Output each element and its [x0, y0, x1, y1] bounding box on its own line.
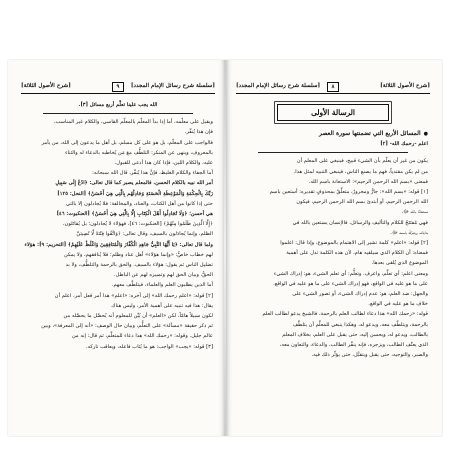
left-line: يقال: هذا فيه تنبيه على أهمية الأمر، وليس هناك: [111, 302, 213, 309]
right-line: على ما هو عليه في الواقع، فهو إدراك الشيء على ما هو عليه في الواقع.: [273, 280, 428, 287]
section-heading: [238, 129, 428, 139]
left-line: تضليل الناس ثم يقول: هؤلاء بالسيف. والحق بالرحمة والتلطُّف، ولا بد: [65, 262, 213, 269]
left-header-book-title: [شرح الأصول الثلاثة]: [20, 83, 71, 89]
right-line: [١] قوله: «بسم الله»: جارٌّ ومجرورٌ، متعلِّقٌ بمحذوفٍ تقديره: أستعين باسم: [269, 189, 428, 196]
left-line: الله يجب علينا تعلُّم أربع مسائل [٣].: [78, 102, 158, 108]
left-page-header: [21, 80, 215, 94]
right-line: بالطالب، ويدعو له، ويحسن إليه، حتى يقبل على العلم، بخلاف المعلم: [282, 331, 428, 338]
right-line: والجهل: ضد العلم، هو: عدم إدراك الشيء، أو تصور الشيء على: [292, 291, 428, 298]
left-line: الحقُّ، وبيان الحق لهم وتمييزه لهم عن الباطل.: [114, 272, 213, 279]
right-page-header: [236, 80, 430, 94]
left-page: [11, 60, 225, 436]
left-line: عالم جليل. وقوله: «رحمك الله» هذا دعاء للمتعلِّم، ثم قال: إنه من: [71, 333, 213, 340]
footnote-separator: [43, 113, 193, 114]
right-page-body: [238, 100, 428, 422]
right-line: الموضوع الذي يُلقى بعدها.: [371, 260, 428, 267]
left-line: هي أحسن؛ ﴿وَلَا تُجَادِلُوا أَهْلَ الْكِتَابِ إِلَّا بِالَّتِي هِيَ أَحْسَنُ﴾ [العنكبوت: ٤٦]: [56, 211, 213, 218]
section-heading-text: المسائل الأربع التي تضمنتها سورة العصر: [319, 130, 421, 137]
opening-line: اعلم -رحمك الله- [٢]: [380, 141, 428, 148]
left-page-body: [23, 100, 213, 422]
left-line: لهم خطاب خاصٌّ: «وإنما هؤلاء» أهل عناد وظلم؛ فلا يُنافقهم، ولا يمكن: [63, 251, 213, 258]
left-line: فإن هذا يُنفِّر.: [184, 129, 213, 136]
left-header-page-number: ٩: [112, 82, 123, 92]
right-line: مستعانًا بالله ﷻ.: [401, 209, 428, 216]
left-line: الظلم، وإنما يُجادَلون بالسيف، وقال تعالى: ﴿وَاتَّقُوا فِتْنَةً لَّا تُصِيبَنَّ: [76, 231, 213, 238]
right-line: من لم يكن مقتدياً، فهم ما يصنع الناس، فينبغي التنبيه لمثل هذا.: [293, 168, 428, 175]
right-line: الله الرحمن الرحيم، أو أبتدئ بسم الله الرحمن الرحيم، فيكون: [296, 199, 428, 206]
left-line: ولما قال تعالى: ﴿يَا أَيُّهَا النَّبِيُّ جَاهِدِ الْكُفَّارَ وَالْمُنَافِقِينَ وَاغْلُظْ عَلَيْهِمْ﴾ [التحريم: ٩]: هؤلاء: [24, 241, 213, 248]
left-line: عليه، والكلام اللين، فإذا كان هذا أدعى للقبول.: [114, 160, 213, 167]
left-line: [٣] قوله: «يجب» الواجب: هو ما يُثاب فاعله، ويعاقب تاركه.: [86, 343, 213, 350]
right-line: فمعناه: أن الكلام الذي سيلقيه هام، لأن هذه الكلمة تدل على أهمية: [286, 250, 428, 257]
left-line: رَبِّكَ بِالْحِكْمَةِ وَالْمَوْعِظَةِ الْحَسَنَةِ وَجَادِلْهُم بِالَّتِي هِيَ أَحْسَنُ﴾ [النحل: ١٢٥]: [57, 190, 213, 197]
right-page: [226, 60, 440, 436]
left-line: ﴿إِلَّا الَّذِينَ ظَلَمُوا مِنْهُمْ﴾ [العنكبوت: ٤٦]، فهؤلاء لا يُجادلون؛ بل يُقاتَلون،: [62, 221, 213, 228]
right-header-series: [سلسلة شرح رسائل الإمام المجدد]: [235, 83, 321, 89]
right-line: الذي يعنِّف الطالب، ويزجره، فإنه ينفِّر الطالب، والدعاء، والتعاون معه،: [279, 342, 428, 349]
chapter-title: الرسالة الأولى: [277, 104, 389, 121]
right-header-page-number: ٨: [327, 82, 338, 92]
right-line: [٢] قوله: «اعلم» كلمة تشير إلى الاهتمام بالموضوع، وإذا قال: اعلموا: [280, 240, 428, 247]
left-line: بالمعروف، وينهى عن المنكر: التلطُّف معَ مَن يُخاطبه بالدعاء له والثناء: [65, 149, 213, 156]
left-line: ثم ذكر حقيقة «مسألة» على التعلُّم، وبيان حال الوصف: «أنه إلى المعرفة»، وبين: [41, 323, 213, 330]
right-line: فمعنى «بسم الله الرحمن الرحيم»: الاستعانة باسم الله.: [308, 178, 428, 185]
left-line: أمر الله نبيه بالكلام الحسن، فالمعلم يصبر كما قال تعالى: ﴿ادْعُ إِلَى سَبِيلِ: [55, 180, 213, 187]
left-line: ويقبل على معلّمه، أما إذا بدأ المعلّم بالمعلّم القاسي، والكلام غير المناسب،: [53, 119, 213, 126]
right-header-book-title: [شرح الأصول الثلاثة]: [380, 83, 430, 89]
footnote-separator: [258, 152, 408, 153]
right-line: بالرحمة، ويتلطَّف معه، ويدعو له، وهكذا ينبغي للمعلِّم أن يتلطَّف: [292, 321, 428, 328]
right-line: يكون من غير أن يعلّم بأن الشيء قبيح، فينبغي على المعلم أن: [296, 158, 428, 165]
left-header-series: [سلسلة شرح رسائل الإمام المجدد]: [130, 83, 215, 89]
left-line: حتى إذا كانوا من أهل الكتاب، والعناد، والمخالفة: فلا يُجادلون إلا بالتي: [65, 200, 213, 207]
right-line: خلاف ما هو عليه في الواقع.: [368, 301, 428, 308]
left-line: أما الجفاء والكلام الغليظ، فإنَّ هذا يُنفِّر، قال الله سبحانه:: [92, 170, 213, 177]
right-line: ومعنى اعلم: أي تعلَّم، واعرف. وتعلُّم: أي تعلم الشيء، هو: إدراك الشيء: [273, 270, 428, 277]
right-line: قوله: «رحمك الله» هذا دعاء لطالب العلم بالرحمة، فالشيخ يدعو لطالب العلم: [262, 311, 428, 318]
book-spread: [8, 60, 442, 436]
bullet-icon: ●: [423, 131, 428, 137]
right-line: والصبر، والتوجيه، حتى يقبل ويتقبَّل، حتى يؤثِّر ذلك فيه.: [311, 352, 428, 359]
left-line: [٢] قوله: «اعلم رحمك الله» إلى آخره: «اعلم» هذا أمر فعل أمر، اعلم أن: [54, 292, 213, 299]
left-line: أما الذين يطلبون العلم والعلماء، فيتلطَّف معهم.: [111, 282, 213, 289]
left-line: لكون سبيلاً هامّاً، لكن «العلم» أن بُيِّن للمعلوم أنه يُحصِّل ما يحصِّله من: [63, 313, 213, 320]
right-line: فهي مُفتَتَحٌ للكلام والتأليف والرسائل، فالإنسان يستعين بالله في: [292, 219, 428, 226]
right-line: بداياته، ويتبرَّكُ باسمه ﷻ.: [390, 229, 428, 236]
left-line: فالواجب على المعلّم، بل هو على كل مسلم، بل أهل ما يدعون إلى الله، من يأمر: [41, 139, 213, 146]
